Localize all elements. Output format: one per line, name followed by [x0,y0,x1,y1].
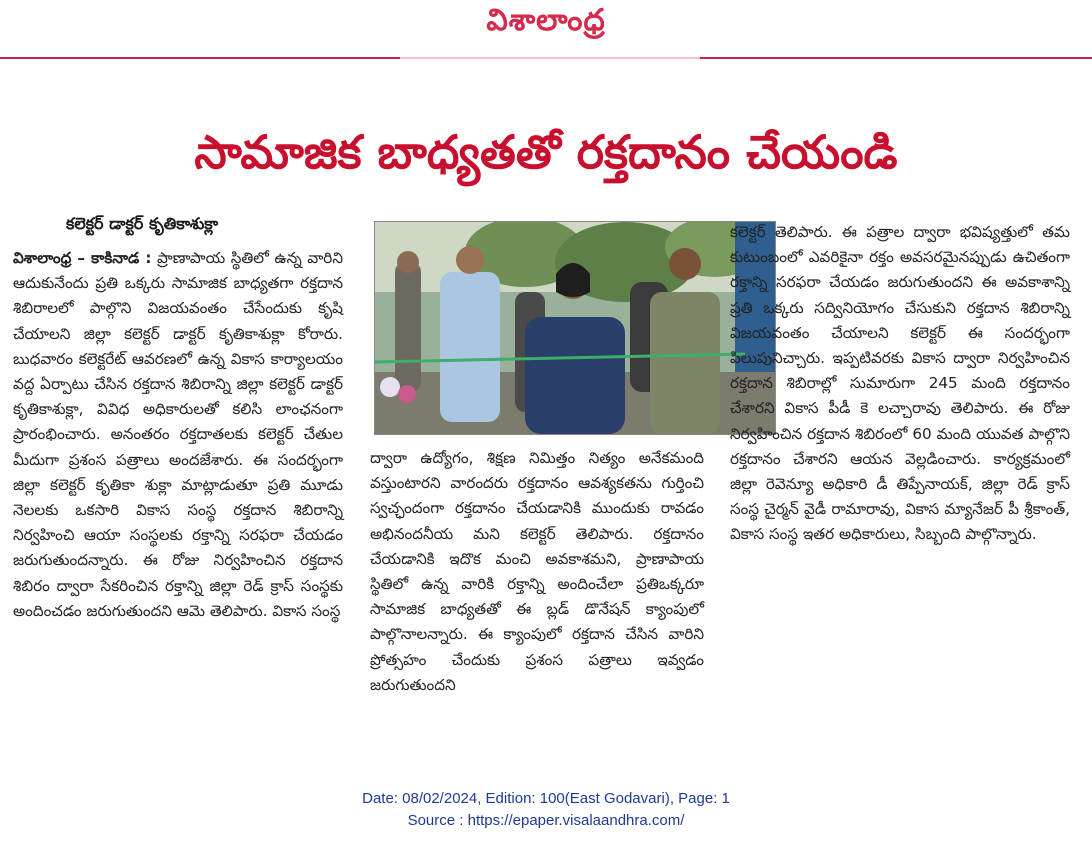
footer [0,788,1092,832]
article-column-3-text: కలెక్టర్ తెలిపారు. ఈ పత్రాల ద్వారా భవిష్యత్తులో తమ కుటుంబంలో ఎవరికైనా రక్తం అవసరమైనప్పుడు ఉచితంగా రక్తాన్ని సరఫరా చేయడం జరుగుతుందని ఈ అవకాశాన్ని ప్రతి ఒక్కరు సద్వినియోగం చేసుకుని రక్తదాన శిబిరాన్ని విజయవంతం చేయాలని కలెక్టర్ ఈ సందర్భంగా పిలుపునిచ్చారు. ఇప్పటివరకు వికాస ద్వారా నిర్వహించిన రక్తదాన శిబిరాల్లో సుమారుగా 245 మంది రక్తదానం చేశారని వికాస పీడీ కె లచ్చారావు తెలిపారు. ఈ రోజు నిర్వహించిన రక్తదాన శిబిరంలో 60 మంది యువత పాల్గొని రక్తదానం చేశారని ఆయన వెల్లడించారు. కార్యక్రమంలో జిల్లా రెవెన్యూ అధికారి డీ తిప్పేనాయక్, జిల్లా రెడ్ క్రాస్ సంస్థ చైర్మన్ వైడీ రామారావు, వికాస మ్యానేజర్ పీ శ్రీకాంత్, వికాస సంస్థ ఇతర అధికారులు, సిబ్బంది పాల్గొన్నారు. [730,223,1070,544]
article-byline: కలెక్టర్ డాక్టర్ కృతికాశుక్లా [66,214,219,233]
article-dateline: విశాలాంధ్ర – కాకినాడ : [13,249,152,267]
edition-info: Date: 08/02/2024, Edition: 100(East Godavari), Page: 1 [362,790,730,807]
masthead-divider-highlight [400,57,700,59]
source-link[interactable]: Source : https://epaper.visalaandhra.com/ [407,812,685,829]
article-column-2-text: ద్వారా ఉద్యోగం, శిక్షణ నిమిత్తం నిత్యం అనేకమంది వస్తుంటారని వారందరు రక్తదానం ఆవశ్యకతను గుర్తించి స్వచ్ఛందంగా రక్తదానం చేయడానికి ముందుకు రావడం అభినందనీయ మని కలెక్టర్ తెలిపారు. రక్తదానం చేయడానికి ఇదొక మంచి అవకాశమని, ప్రాణాపాయ స్థితిలో ఉన్న వారికి రక్తాన్ని అందించేలా ప్రతిఒక్కరూ సామాజిక బాధ్యతతో ఈ బ్లడ్ డొనేషన్ క్యాంపులో పాల్గొనాలన్నారు. ఈ క్యాంపులో రక్తదాన చేసిన వారిని ప్రోత్సహం చేందుకు ప్రశంస పత్రాలు ఇవ్వడం జరుగుతుందని [370,449,704,694]
article-headline: సామాజిక బాధ్యతతో రక్తదానం చేయండి [194,125,898,179]
ribbon-cutting-photo [375,222,775,434]
article-column-2 [370,446,704,756]
masthead [0,0,1092,56]
article-column-1-text: ప్రాణాపాయ స్థితిలో ఉన్న వారిని ఆదుకునేందు ప్రతి ఒక్కరు సామాజిక బాధ్యతగా రక్తదాన శిబిరాలలో పాల్గొని విజయవంతం చేసేందుకు కృషి చేయాలని జిల్లా కలెక్టర్ డాక్టర్ కృతికాశుక్లా కోరారు. బుధవారం కలెక్టరేట్ ఆవరణలో ఉన్న వికాస కార్యాలయం వద్ద ఏర్పాటు చేసిన రక్తదాన శిబిరాన్ని జిల్లా కలెక్టర్ డాక్టర్ కృతికాశుక్లా, వివిధ అధికారులతో కలిసి లాంఛనంగా ప్రారంభించారు. అనంతరం రక్తదాతలకు కలెక్టర్ చేతుల మీదుగా ప్రశంస పత్రాలు అందజేశారు. ఈ సందర్భంగా జిల్లా కలెక్టర్ కృతికా శుక్లా మాట్లాడుతూ ప్రతి మూడు నెలలకు ఒకసారి వికాస సంస్థ రక్తదాన శిబిరాన్ని నిర్వహించి ఆయా సంస్థలకు రక్తాన్ని సరఫరా చేయడం జరుగుతుందన్నారు. ఈ రోజు నిర్వహించిన రక్తదాన శిబిరం ద్వారా సేకరించిన రక్తాన్ని జిల్లా రెడ్ క్రాస్ సంస్థకు అందించడం జరుగుతుందని ఆమె తెలిపారు. వికాస సంస్థ [13,249,343,620]
article-column-1 [13,246,343,756]
article-photo [374,221,776,435]
article-column-3 [730,220,1070,760]
newspaper-logo[interactable]: విశాలాంధ్ర [486,3,606,38]
